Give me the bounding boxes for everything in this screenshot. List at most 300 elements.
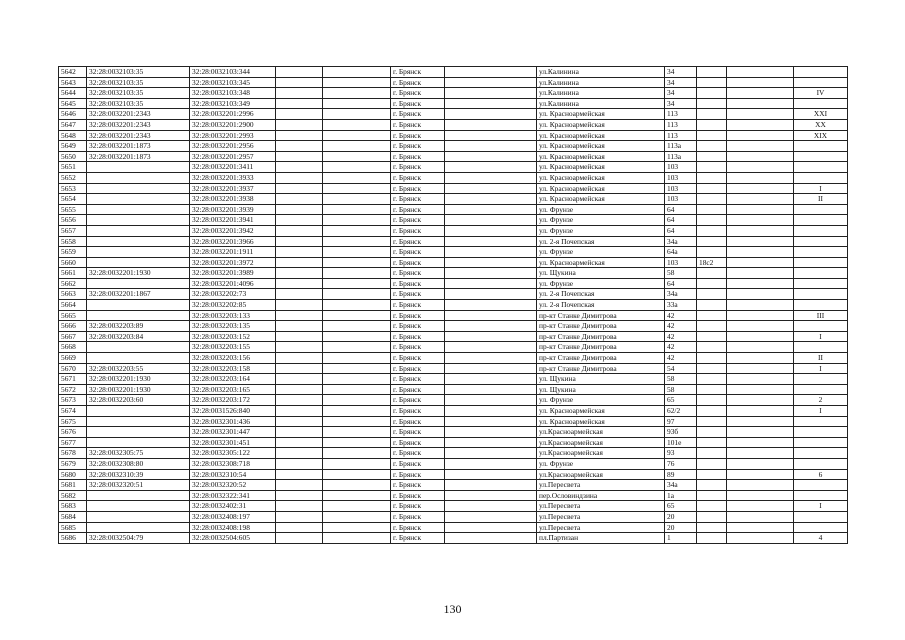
street-cell: пр-кт Станке Димитрова (537, 353, 665, 364)
empty-cell (276, 331, 323, 342)
room-number-cell: 6 (794, 469, 848, 480)
row-number-cell: 5679 (59, 458, 87, 469)
row-number-cell: 5644 (59, 88, 87, 99)
parent-cadastral-number-cell: 32:28:0032103:35 (87, 88, 190, 99)
table-row (59, 141, 848, 152)
empty-cell (323, 98, 391, 109)
room-number-cell (794, 215, 848, 226)
room-number-cell (794, 458, 848, 469)
table-row (59, 204, 848, 215)
building-cell (697, 480, 727, 491)
empty-cell (445, 204, 537, 215)
street-cell: ул.Пересвета (537, 511, 665, 522)
empty-cell (727, 215, 794, 226)
empty-cell (276, 374, 323, 385)
empty-cell (727, 416, 794, 427)
building-cell (697, 268, 727, 279)
city-cell: г. Брянск (391, 363, 445, 374)
empty-cell (727, 469, 794, 480)
city-cell: г. Брянск (391, 406, 445, 417)
parent-cadastral-number-cell: 32:28:0032201:1930 (87, 374, 190, 385)
empty-cell (445, 342, 537, 353)
empty-cell (727, 501, 794, 512)
room-number-cell (794, 141, 848, 152)
street-cell: ул. Красноармейская (537, 406, 665, 417)
empty-cell (323, 416, 391, 427)
cadastral-number-cell: 32:28:0032203:155 (190, 342, 276, 353)
row-number-cell: 5656 (59, 215, 87, 226)
empty-cell (323, 458, 391, 469)
empty-cell (727, 331, 794, 342)
house-number-cell: 33а (665, 300, 697, 311)
cadastral-number-cell: 32:28:0032201:1911 (190, 247, 276, 258)
empty-cell (727, 236, 794, 247)
empty-cell (727, 406, 794, 417)
city-cell: г. Брянск (391, 501, 445, 512)
building-cell (697, 289, 727, 300)
empty-cell (276, 384, 323, 395)
table-row (59, 194, 848, 205)
house-number-cell: 103 (665, 257, 697, 268)
table-row (59, 162, 848, 173)
city-cell: г. Брянск (391, 522, 445, 533)
empty-cell (276, 225, 323, 236)
room-number-cell (794, 151, 848, 162)
building-cell: 18с2 (697, 257, 727, 268)
empty-cell (276, 427, 323, 438)
table-row (59, 151, 848, 162)
table-row (59, 469, 848, 480)
house-number-cell: 42 (665, 310, 697, 321)
empty-cell (445, 533, 537, 544)
empty-cell (323, 141, 391, 152)
empty-cell (727, 437, 794, 448)
empty-cell (445, 77, 537, 88)
building-cell (697, 183, 727, 194)
parent-cadastral-number-cell (87, 278, 190, 289)
empty-cell (727, 130, 794, 141)
house-number-cell: 42 (665, 331, 697, 342)
cadastral-number-cell: 32:28:0032301:436 (190, 416, 276, 427)
row-number-cell: 5659 (59, 247, 87, 258)
empty-cell (323, 522, 391, 533)
building-cell (697, 67, 727, 78)
empty-cell (727, 67, 794, 78)
house-number-cell: 20 (665, 511, 697, 522)
house-number-cell: 97 (665, 416, 697, 427)
room-number-cell (794, 437, 848, 448)
parent-cadastral-number-cell: 32:28:0032201:2343 (87, 130, 190, 141)
room-number-cell: XXI (794, 109, 848, 120)
building-cell (697, 490, 727, 501)
empty-cell (727, 183, 794, 194)
cadastral-number-cell: 32:28:0032310:54 (190, 469, 276, 480)
city-cell: г. Брянск (391, 395, 445, 406)
row-number-cell: 5651 (59, 162, 87, 173)
empty-cell (727, 204, 794, 215)
empty-cell (445, 522, 537, 533)
table-row (59, 247, 848, 258)
empty-cell (445, 374, 537, 385)
empty-cell (727, 522, 794, 533)
building-cell (697, 533, 727, 544)
empty-cell (445, 416, 537, 427)
empty-cell (323, 448, 391, 459)
house-number-cell: 62/2 (665, 406, 697, 417)
empty-cell (323, 384, 391, 395)
empty-cell (323, 225, 391, 236)
empty-cell (445, 353, 537, 364)
row-number-cell: 5652 (59, 172, 87, 183)
empty-cell (445, 469, 537, 480)
house-number-cell: 113 (665, 119, 697, 130)
city-cell: г. Брянск (391, 374, 445, 385)
city-cell: г. Брянск (391, 162, 445, 173)
empty-cell (445, 490, 537, 501)
table-row (59, 278, 848, 289)
parent-cadastral-number-cell: 32:28:0032201:1930 (87, 268, 190, 279)
street-cell: пр-кт Станке Димитрова (537, 331, 665, 342)
building-cell (697, 278, 727, 289)
register-table (58, 66, 848, 544)
empty-cell (445, 511, 537, 522)
cadastral-number-cell: 32:28:0032203:135 (190, 321, 276, 332)
building-cell (697, 437, 727, 448)
empty-cell (276, 183, 323, 194)
empty-cell (727, 141, 794, 152)
house-number-cell: 42 (665, 321, 697, 332)
empty-cell (323, 310, 391, 321)
city-cell: г. Брянск (391, 151, 445, 162)
empty-cell (445, 458, 537, 469)
table-row (59, 331, 848, 342)
parent-cadastral-number-cell (87, 522, 190, 533)
empty-cell (445, 141, 537, 152)
building-cell (697, 416, 727, 427)
city-cell: г. Брянск (391, 458, 445, 469)
table-row (59, 384, 848, 395)
parent-cadastral-number-cell (87, 511, 190, 522)
parent-cadastral-number-cell (87, 194, 190, 205)
empty-cell (727, 427, 794, 438)
row-number-cell: 5668 (59, 342, 87, 353)
building-cell (697, 151, 727, 162)
parent-cadastral-number-cell (87, 183, 190, 194)
parent-cadastral-number-cell: 32:28:0032203:84 (87, 331, 190, 342)
empty-cell (445, 448, 537, 459)
room-number-cell: II (794, 353, 848, 364)
street-cell: пр-кт Станке Димитрова (537, 363, 665, 374)
room-number-cell: II (794, 194, 848, 205)
table-row (59, 130, 848, 141)
row-number-cell: 5647 (59, 119, 87, 130)
cadastral-number-cell: 32:28:0032201:3937 (190, 183, 276, 194)
empty-cell (727, 321, 794, 332)
empty-cell (727, 300, 794, 311)
table-row (59, 67, 848, 78)
empty-cell (445, 278, 537, 289)
building-cell (697, 427, 727, 438)
room-number-cell: XIX (794, 130, 848, 141)
cadastral-number-cell: 32:28:0032201:3411 (190, 162, 276, 173)
street-cell: ул. Фрунзе (537, 278, 665, 289)
cadastral-number-cell: 32:28:0032201:3966 (190, 236, 276, 247)
house-number-cell: 64 (665, 215, 697, 226)
cadastral-number-cell: 32:28:0032201:2956 (190, 141, 276, 152)
parent-cadastral-number-cell: 32:28:0032504:79 (87, 533, 190, 544)
house-number-cell: 34а (665, 236, 697, 247)
city-cell: г. Брянск (391, 310, 445, 321)
city-cell: г. Брянск (391, 183, 445, 194)
table-row (59, 236, 848, 247)
cadastral-number-cell: 32:28:0032203:165 (190, 384, 276, 395)
row-number-cell: 5660 (59, 257, 87, 268)
room-number-cell (794, 416, 848, 427)
row-number-cell: 5661 (59, 268, 87, 279)
building-cell (697, 310, 727, 321)
empty-cell (323, 321, 391, 332)
table-row (59, 448, 848, 459)
room-number-cell: I (794, 501, 848, 512)
building-cell (697, 331, 727, 342)
parent-cadastral-number-cell (87, 257, 190, 268)
empty-cell (276, 448, 323, 459)
street-cell: ул. Красноармейская (537, 257, 665, 268)
house-number-cell: 64 (665, 278, 697, 289)
parent-cadastral-number-cell (87, 416, 190, 427)
empty-cell (323, 151, 391, 162)
cadastral-number-cell: 32:28:0032308:718 (190, 458, 276, 469)
empty-cell (323, 289, 391, 300)
cadastral-number-cell: 32:28:0032103:348 (190, 88, 276, 99)
empty-cell (276, 141, 323, 152)
street-cell: ул. Красноармейская (537, 162, 665, 173)
parent-cadastral-number-cell (87, 437, 190, 448)
empty-cell (323, 342, 391, 353)
room-number-cell: I (794, 183, 848, 194)
parent-cadastral-number-cell (87, 162, 190, 173)
street-cell: ул.Пересвета (537, 522, 665, 533)
street-cell: ул.Красноармейская (537, 427, 665, 438)
empty-cell (276, 278, 323, 289)
cadastral-number-cell: 32:28:0032201:2993 (190, 130, 276, 141)
row-number-cell: 5673 (59, 395, 87, 406)
city-cell: г. Брянск (391, 215, 445, 226)
room-number-cell (794, 321, 848, 332)
city-cell: г. Брянск (391, 194, 445, 205)
room-number-cell (794, 77, 848, 88)
street-cell: ул.Пересвета (537, 480, 665, 491)
street-cell: ул. 2-я Почепская (537, 300, 665, 311)
table-row (59, 406, 848, 417)
city-cell: г. Брянск (391, 204, 445, 215)
empty-cell (276, 321, 323, 332)
empty-cell (727, 162, 794, 173)
empty-cell (727, 289, 794, 300)
cadastral-number-cell: 32:28:0032201:3938 (190, 194, 276, 205)
row-number-cell: 5654 (59, 194, 87, 205)
row-number-cell: 5676 (59, 427, 87, 438)
table-row (59, 257, 848, 268)
parent-cadastral-number-cell: 32:28:0032201:1867 (87, 289, 190, 300)
building-cell (697, 236, 727, 247)
parent-cadastral-number-cell: 32:28:0032201:2343 (87, 109, 190, 120)
parent-cadastral-number-cell (87, 215, 190, 226)
empty-cell (323, 395, 391, 406)
empty-cell (445, 363, 537, 374)
empty-cell (445, 88, 537, 99)
empty-cell (276, 289, 323, 300)
empty-cell (323, 172, 391, 183)
cadastral-number-cell: 32:28:0032203:133 (190, 310, 276, 321)
empty-cell (276, 310, 323, 321)
room-number-cell (794, 384, 848, 395)
room-number-cell (794, 257, 848, 268)
empty-cell (276, 480, 323, 491)
cadastral-number-cell: 32:28:0032322:341 (190, 490, 276, 501)
table-row (59, 374, 848, 385)
row-number-cell: 5670 (59, 363, 87, 374)
city-cell: г. Брянск (391, 300, 445, 311)
empty-cell (727, 247, 794, 258)
house-number-cell: 1а (665, 490, 697, 501)
empty-cell (445, 236, 537, 247)
row-number-cell: 5671 (59, 374, 87, 385)
street-cell: ул.Калинина (537, 98, 665, 109)
building-cell (697, 458, 727, 469)
empty-cell (276, 522, 323, 533)
building-cell (697, 321, 727, 332)
row-number-cell: 5645 (59, 98, 87, 109)
table-row (59, 363, 848, 374)
room-number-cell: 4 (794, 533, 848, 544)
parent-cadastral-number-cell: 32:28:0032201:1873 (87, 141, 190, 152)
room-number-cell: I (794, 363, 848, 374)
empty-cell (727, 88, 794, 99)
empty-cell (276, 172, 323, 183)
table-row (59, 172, 848, 183)
city-cell: г. Брянск (391, 257, 445, 268)
empty-cell (276, 162, 323, 173)
street-cell: ул. Щукина (537, 268, 665, 279)
cadastral-number-cell: 32:28:0032201:3942 (190, 225, 276, 236)
empty-cell (323, 490, 391, 501)
register-sheet (58, 66, 847, 544)
empty-cell (323, 511, 391, 522)
empty-cell (445, 384, 537, 395)
empty-cell (323, 533, 391, 544)
house-number-cell: 103 (665, 183, 697, 194)
building-cell (697, 501, 727, 512)
street-cell: ул.Калинина (537, 88, 665, 99)
empty-cell (445, 109, 537, 120)
parent-cadastral-number-cell (87, 427, 190, 438)
row-number-cell: 5683 (59, 501, 87, 512)
empty-cell (276, 88, 323, 99)
empty-cell (727, 374, 794, 385)
city-cell: г. Брянск (391, 109, 445, 120)
row-number-cell: 5686 (59, 533, 87, 544)
table-row (59, 437, 848, 448)
house-number-cell: 89 (665, 469, 697, 480)
empty-cell (276, 109, 323, 120)
empty-cell (727, 490, 794, 501)
city-cell: г. Брянск (391, 98, 445, 109)
city-cell: г. Брянск (391, 247, 445, 258)
empty-cell (727, 480, 794, 491)
city-cell: г. Брянск (391, 448, 445, 459)
house-number-cell: 20 (665, 522, 697, 533)
empty-cell (276, 490, 323, 501)
table-row (59, 342, 848, 353)
house-number-cell: 42 (665, 353, 697, 364)
street-cell: ул. Фрунзе (537, 247, 665, 258)
row-number-cell: 5664 (59, 300, 87, 311)
empty-cell (323, 215, 391, 226)
empty-cell (445, 151, 537, 162)
city-cell: г. Брянск (391, 533, 445, 544)
building-cell (697, 511, 727, 522)
building-cell (697, 353, 727, 364)
room-number-cell (794, 225, 848, 236)
row-number-cell: 5667 (59, 331, 87, 342)
parent-cadastral-number-cell (87, 204, 190, 215)
row-number-cell: 5682 (59, 490, 87, 501)
row-number-cell: 5662 (59, 278, 87, 289)
table-row (59, 183, 848, 194)
parent-cadastral-number-cell: 32:28:0032201:1930 (87, 384, 190, 395)
empty-cell (727, 225, 794, 236)
empty-cell (727, 77, 794, 88)
street-cell: ул.Красноармейская (537, 448, 665, 459)
cadastral-number-cell: 32:28:0032201:3933 (190, 172, 276, 183)
row-number-cell: 5669 (59, 353, 87, 364)
table-row (59, 88, 848, 99)
cadastral-number-cell: 32:28:0032201:2996 (190, 109, 276, 120)
empty-cell (727, 342, 794, 353)
building-cell (697, 374, 727, 385)
cadastral-number-cell: 32:28:0032504:605 (190, 533, 276, 544)
empty-cell (727, 384, 794, 395)
empty-cell (323, 437, 391, 448)
house-number-cell: 65 (665, 395, 697, 406)
cadastral-number-cell: 32:28:0032201:3939 (190, 204, 276, 215)
street-cell: пр-кт Станке Димитрова (537, 310, 665, 321)
building-cell (697, 88, 727, 99)
building-cell (697, 204, 727, 215)
building-cell (697, 247, 727, 258)
street-cell: ул. Фрунзе (537, 225, 665, 236)
register-rows (59, 67, 848, 544)
street-cell: ул. Щукина (537, 374, 665, 385)
room-number-cell: I (794, 331, 848, 342)
table-row (59, 268, 848, 279)
empty-cell (276, 501, 323, 512)
empty-cell (727, 395, 794, 406)
row-number-cell: 5684 (59, 511, 87, 522)
cadastral-number-cell: 32:28:0032301:447 (190, 427, 276, 438)
empty-cell (727, 257, 794, 268)
parent-cadastral-number-cell: 32:28:0032103:35 (87, 67, 190, 78)
city-cell: г. Брянск (391, 172, 445, 183)
parent-cadastral-number-cell: 32:28:0032305:75 (87, 448, 190, 459)
city-cell: г. Брянск (391, 77, 445, 88)
empty-cell (276, 533, 323, 544)
empty-cell (445, 300, 537, 311)
parent-cadastral-number-cell (87, 247, 190, 258)
empty-cell (445, 501, 537, 512)
cadastral-number-cell: 32:28:0032301:451 (190, 437, 276, 448)
